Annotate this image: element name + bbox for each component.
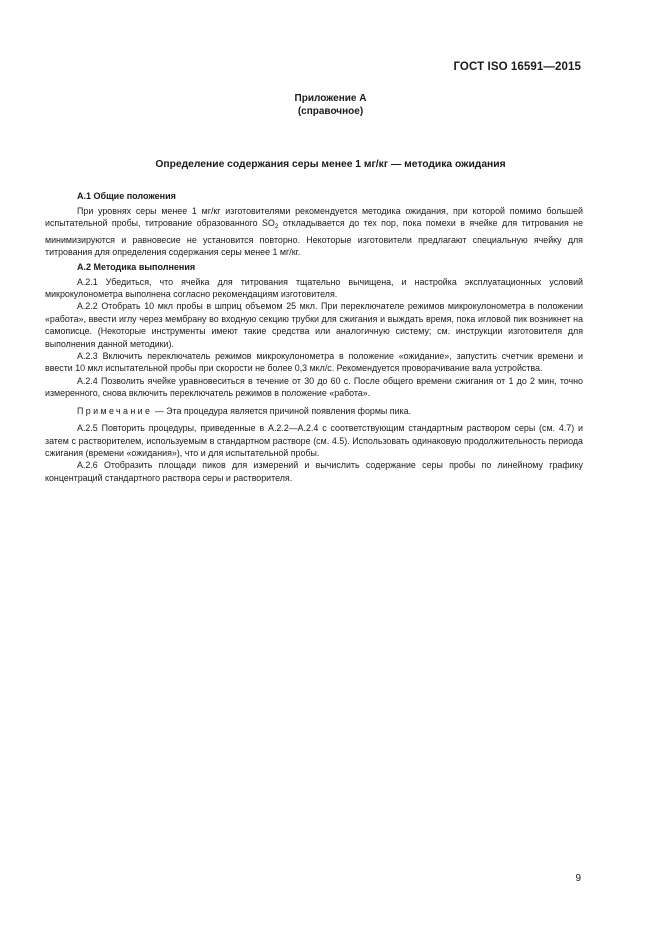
section-a2-heading: А.2 Методика выполнения <box>77 261 196 272</box>
paragraph-a2-5: А.2.5 Повторить процедуры, приведенные в А.2.2—А.2.4 с соответствующим стандартным раствором серы (см. 4.7) и затем с растворителем, используемым в стандартном растворе (см. 4.5). Использовать одинаковую продолжительность периода сжигания (времени «ожидания»), что и для испытательной пробы. <box>45 423 583 458</box>
appendix-subtitle: (справочное) <box>297 106 364 117</box>
page-number: 9 <box>575 873 581 884</box>
document-id: ГОСТ ISO 16591—2015 <box>453 61 581 73</box>
paragraph-text: откладывается до тех пор, пока помехи в ячейке для титрования не минимизируются и равновесие не установится повторно. Некоторые изготовители предлагают специальную ячейку для титрования для определения содержания серы менее 1 мг/кг. <box>45 218 584 258</box>
appendix-title: Приложение А <box>294 93 367 104</box>
section-a1-paragraph <box>45 205 583 259</box>
appendix-heading <box>0 92 661 118</box>
paragraph-a2-6: А.2.6 Отобразить площади пиков для измерений и вычислить содержание серы пробы по линейному графику концентраций стандартного раствора серы и растворителя. <box>45 460 583 483</box>
note-label: Примечание <box>77 405 153 416</box>
note-text: — Эта процедура является причиной появления формы пика. <box>152 405 412 416</box>
paragraph-a2-1: А.2.1 Убедиться, что ячейка для титрования тщательно вычищена, и настройка эксплуатационных условий микрокулонометра выполнена согласно рекомендациям изготовителя. <box>45 276 583 300</box>
paragraph-a2-4: А.2.4 Позволить ячейке уравновеситься в течение от 30 до 60 с. После общего времени сжигания от 1 до 2 мин, точно измеренного, снова включить переключатель режимов в положение «работа». <box>45 375 583 399</box>
document-body <box>45 190 583 484</box>
note <box>45 405 583 417</box>
paragraph-a2-2: А.2.2 Отобрать 10 мкл пробы в шприц объемом 25 мкл. При переключателе режимов микрокулонометра в положении «работа», ввести иглу через мембрану во входную секцию трубки для сжигания и выждать время, пока игловой пик возникнет на самописце. (Некоторые инструменты имеют такие средства или аналогичную систему; см. инструкции изготовителя для выполнения данной методики). <box>45 301 583 349</box>
paragraph-a2-3: А.2.3 Включить переключатель режимов микрокулонометра в положение «ожидание», запустить счетчик времени и ввести 10 мкл испытательной пробы при скорости не более 0,3 мкл/с. Рекомендуется проворачивание вала устройства. <box>45 351 583 374</box>
paragraph-text: При уровнях серы менее 1 мг/кг изготовителями рекомендуется методика ожидания, при которой помимо большей испытательной пробы, титрование образованного SO <box>45 206 583 229</box>
section-a1-heading: А.1 Общие положения <box>77 191 176 201</box>
subscript: 2 <box>274 223 279 231</box>
section-title: Определение содержания серы менее 1 мг/кг — методика ожидания <box>155 159 506 170</box>
